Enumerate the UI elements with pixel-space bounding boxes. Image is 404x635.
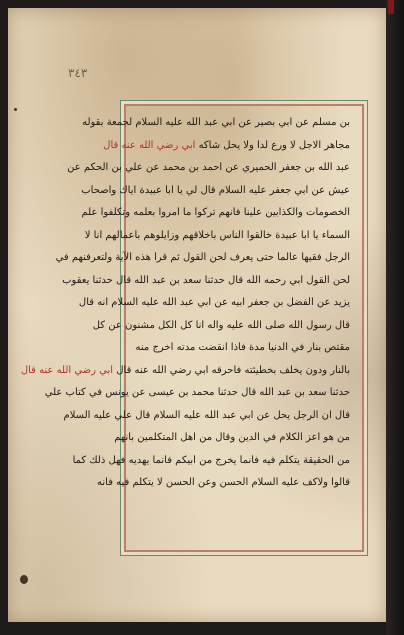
text-line: قال ان الرجل يحل عن ابي عبد الله عليه السلام قال علي عليه السلام: [63, 409, 350, 421]
text-line: عبد الله بن جعفر الحميري عن احمد بن محمد عن علي بن الحكم عن: [67, 162, 350, 173]
text-line: قالوا ولاكف عليه السلام الحسن وعن الحسن لا يتكلم فيه فانه: [97, 477, 350, 488]
text-line: السماء يا ابا عبيدة خالقوا الناس باخلاقهم وزايلوهم باعمالهم انا لا: [84, 229, 350, 241]
rubric-text: ابي رضي الله عنه قال: [103, 139, 196, 151]
text-line: الرجل فقيها عالما حتى يعرف لحن القول ثم قرا هذه الآية ولتعرفنهم في: [55, 252, 350, 263]
binding-edge: [386, 0, 404, 635]
text-line: الخصومات والكذابين علينا فانهم تركوا ما امروا بعلمه وتكلفوا علم: [81, 207, 350, 218]
text-line: بالنار ودون يخلف بخطيئته فاحرقه ابي رضي الله عنه قال ابي رضي الله عنه قال: [20, 364, 350, 376]
text-line: مجاهر الاجل لا ورع لدا ولا يحل شاكه ابي رضي الله عنه قال: [103, 139, 350, 151]
ink-speck: [14, 108, 17, 111]
text-line: يزيد عن الفضل بن جعفر ابيه عن ابي عبد الله عليه السلام انه قال: [78, 297, 350, 308]
text-line: حدثنا سعد بن عبد الله قال حدثنا محمد بن عيسى عن يونس في كتاب علي: [44, 387, 350, 398]
text-line: قال رسول الله صلى الله عليه واله انا كل الكل مشنون عن كل: [92, 319, 350, 331]
text-block: [20, 112, 350, 540]
text-line: مقتص بنار في الدنيا مدة فاذا انقضت مدته اخرج منه: [135, 342, 350, 353]
text-line: من الحقيقة يتكلم فيه فانما يخرج من ابيكم فانما يهديه فهل ذلك كما: [72, 454, 350, 466]
rubric-text: ابي رضي الله عنه قال: [20, 364, 114, 376]
text-line: لحن القول ابي رحمه الله قال حدثنا سعد بن عبد الله قال حدثنا يعقوب: [62, 274, 350, 286]
bookmark-ribbon: [388, 0, 394, 14]
text-line: من هو اعز الكلام في الدين وقال من اهل المتكلمين بانهم: [114, 432, 350, 443]
ink-stain: [20, 575, 28, 584]
folio-number: ٣٤٣: [68, 66, 88, 80]
text-line: عيش عن ابي جعفر عليه السلام قال لي يا ابا عبيدة اياك واصحاب: [81, 184, 350, 196]
text-line: بن مسلم عن ابي بصير عن ابي عبد الله عليه السلام لجمعة بقوله: [82, 117, 350, 128]
